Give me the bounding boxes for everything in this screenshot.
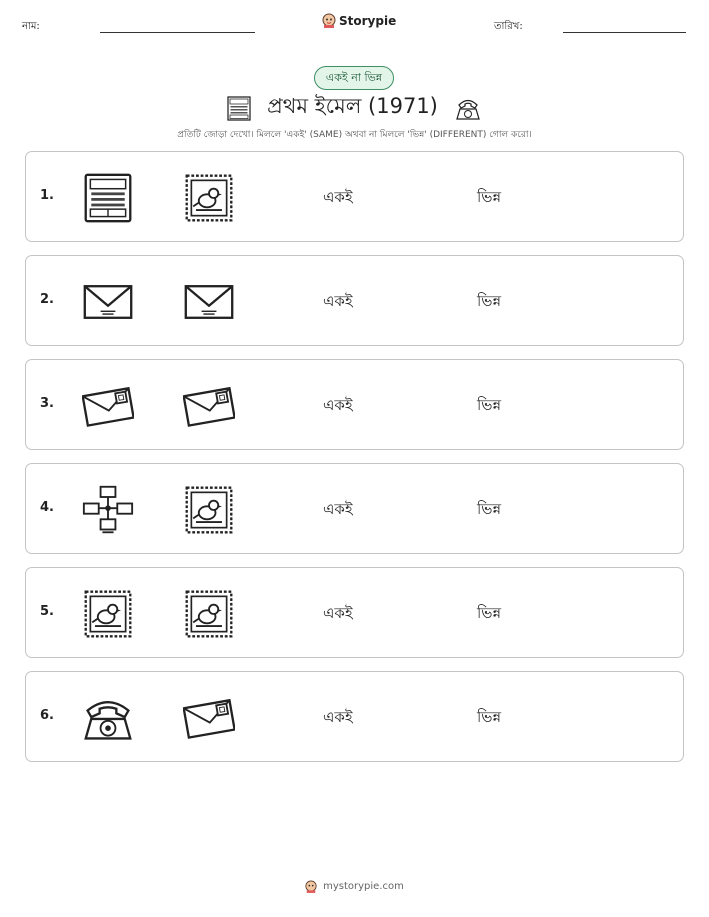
footer-url[interactable]: mystorypie.com — [323, 881, 404, 892]
brand-name: Storypie — [339, 13, 397, 28]
question-number: 1. — [40, 188, 54, 203]
question-number: 6. — [40, 708, 54, 723]
same-option[interactable]: একই — [323, 396, 353, 414]
letter-icon — [183, 692, 235, 744]
letter-icon — [82, 380, 134, 432]
envelope-icon — [82, 276, 134, 328]
stamp-icon — [183, 588, 235, 640]
instructions: প্রতিটি জোড়া দেখো। মিললে 'একই' (SAME) অথবা না মিললে 'ভিন্ন' (DIFFERENT) গোল করো। — [177, 130, 532, 140]
different-option[interactable]: ভিন্ন — [477, 292, 502, 310]
network-icon — [82, 484, 134, 536]
computer-icon — [82, 172, 134, 224]
storypie-mascot-icon — [322, 13, 336, 28]
worksheet-type-badge: একই না ভিন্ন — [314, 66, 394, 90]
different-option[interactable]: ভিন্ন — [477, 604, 502, 622]
stamp-icon — [183, 484, 235, 536]
envelope-icon — [183, 276, 235, 328]
footer — [0, 880, 709, 893]
question-row — [25, 255, 684, 346]
date-line[interactable] — [563, 32, 686, 33]
page-title: প্রথম ইমেল (1971) — [267, 94, 438, 118]
brand-logo — [322, 13, 396, 28]
question-row — [25, 151, 684, 242]
different-option[interactable]: ভিন্ন — [477, 500, 502, 518]
stamp-icon — [82, 588, 134, 640]
letter-icon — [183, 380, 235, 432]
question-row — [25, 671, 684, 762]
question-row — [25, 463, 684, 554]
date-label: তারিখ: — [494, 21, 523, 32]
storypie-mascot-icon — [305, 880, 317, 893]
telephone-icon — [452, 94, 484, 122]
question-number: 2. — [40, 292, 54, 307]
name-label: নাম: — [22, 21, 40, 32]
same-option[interactable]: একই — [323, 500, 353, 518]
same-option[interactable]: একই — [323, 708, 353, 726]
stamp-icon — [183, 172, 235, 224]
same-option[interactable]: একই — [323, 188, 353, 206]
title-row — [0, 90, 709, 125]
question-number: 3. — [40, 396, 54, 411]
different-option[interactable]: ভিন্ন — [477, 396, 502, 414]
question-row — [25, 567, 684, 658]
same-option[interactable]: একই — [323, 292, 353, 310]
computer-icon — [225, 93, 253, 123]
question-number: 4. — [40, 500, 54, 515]
question-number: 5. — [40, 604, 54, 619]
name-line[interactable] — [100, 32, 255, 33]
question-row — [25, 359, 684, 450]
different-option[interactable]: ভিন্ন — [477, 708, 502, 726]
different-option[interactable]: ভিন্ন — [477, 188, 502, 206]
same-option[interactable]: একই — [323, 604, 353, 622]
telephone-icon — [82, 692, 134, 744]
